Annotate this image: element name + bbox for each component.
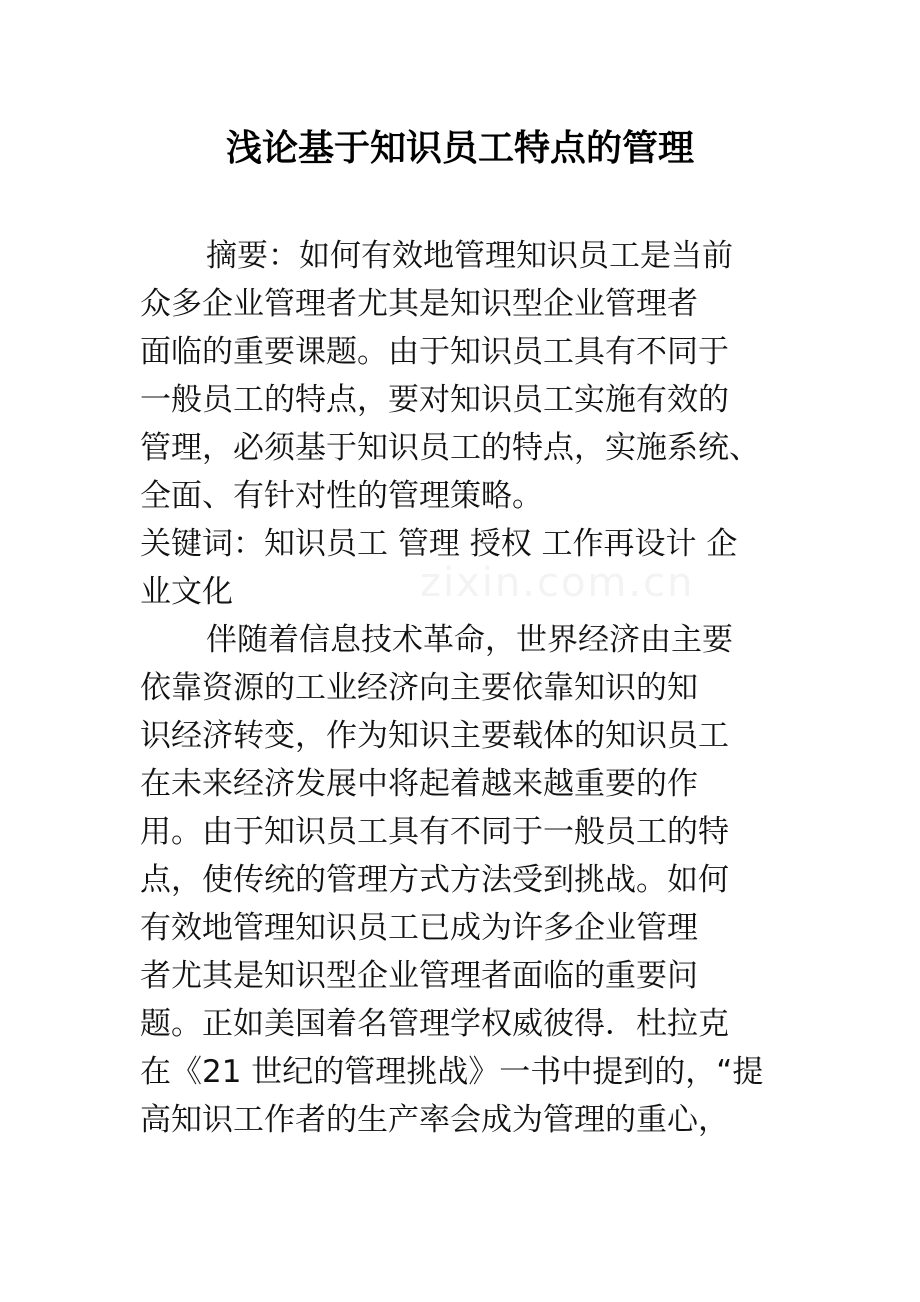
paragraph-line: 点，使传统的管理方式方法受到挑战。如何: [140, 862, 729, 898]
abstract-line: 面临的重要课题。由于知识员工具有不同于: [140, 334, 729, 370]
paragraph-line: 识经济转变，作为知识主要载体的知识员工: [140, 718, 729, 754]
paragraph-line: 用。由于知识员工具有不同于一般员工的特: [140, 814, 729, 850]
paragraph-line: 在《21 世纪的管理挑战》一书中提到的，“提: [140, 1054, 764, 1090]
document-title: 浅论基于知识员工特点的管理: [225, 127, 694, 169]
abstract-line: 全面、有针对性的管理策略。: [140, 478, 543, 514]
paragraph-line: 依靠资源的工业经济向主要依靠知识的知: [140, 670, 698, 706]
document-body: [140, 232, 780, 1144]
paragraph-line: 题。正如美国着名管理学权威彼得．杜拉克: [140, 1006, 729, 1042]
paragraph-line: 者尤其是知识型企业管理者面临的重要问: [140, 958, 698, 994]
paragraph-line: 有效地管理知识员工已成为许多企业管理: [140, 910, 698, 946]
paragraph-line: 伴随着信息技术革命，世界经济由主要: [206, 622, 733, 658]
abstract-line: 众多企业管理者尤其是知识型企业管理者: [140, 286, 698, 322]
keywords-line: 关键词：知识员工 管理 授权 工作再设计 企: [140, 526, 738, 562]
watermark: zixin.com.cn: [420, 560, 695, 606]
keywords-line: 业文化: [140, 574, 233, 610]
paragraph-line: 高知识工作者的生产率会成为管理的重心，: [140, 1102, 729, 1138]
abstract-line: 管理，必须基于知识员工的特点，实施系统、: [140, 430, 760, 466]
abstract-line: 一般员工的特点，要对知识员工实施有效的: [140, 382, 729, 418]
paragraph-line: 在未来经济发展中将起着越来越重要的作: [140, 766, 698, 802]
abstract-line: 摘要：如何有效地管理知识员工是当前: [206, 238, 733, 274]
